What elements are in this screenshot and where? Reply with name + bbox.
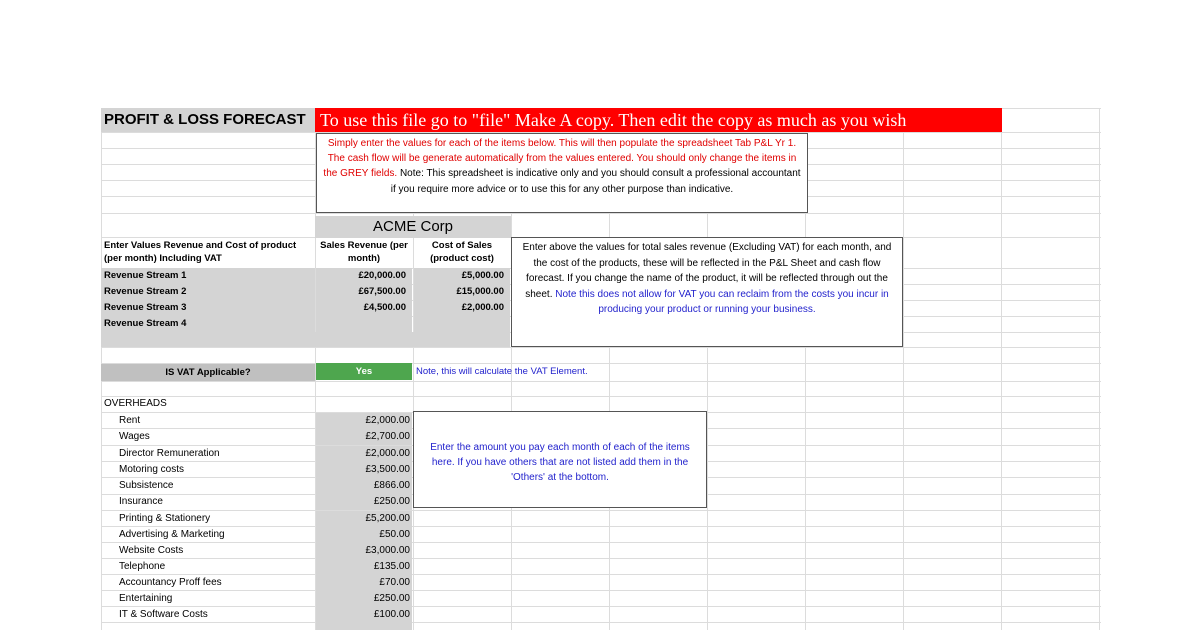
overhead-label[interactable]: Subsistence	[119, 480, 174, 491]
overhead-value[interactable]: £135.00	[316, 559, 412, 575]
overhead-value[interactable]: £3,000.00	[316, 543, 412, 559]
revenue-stream-1-name[interactable]: Revenue Stream 1	[101, 268, 315, 284]
copy-instructions-banner[interactable]: To use this file go to "file" Make A copy. Then edit the copy as much as you wish	[315, 108, 1002, 132]
overhead-label[interactable]: Accountancy Proff fees	[119, 577, 222, 588]
revenue-note-text: Enter above the values for total sales revenue (Excluding VAT) for each month, and the cost of the products, these will be reflected in the P&L Sheet and cash flow forecast. If you change the name of the product, it will be reflected through out the sheet.	[522, 242, 892, 300]
revenue-vat-note-text: Note this does not allow for VAT you can reclaim from the costs you incur in producing your product or running your business.	[555, 288, 889, 315]
vat-applicable-label[interactable]: IS VAT Applicable?	[101, 364, 315, 381]
revenue-stream-2-sales[interactable]: £67,500.00	[316, 284, 412, 300]
overhead-label[interactable]: Entertaining	[119, 593, 173, 604]
overhead-label[interactable]: IT & Software Costs	[119, 609, 208, 620]
revenue-stream-2-name[interactable]: Revenue Stream 2	[101, 284, 315, 300]
overhead-value[interactable]: £70.00	[316, 575, 412, 591]
vat-applicable-value[interactable]: Yes	[316, 363, 412, 380]
revenue-stream-3-cost[interactable]: £2,000.00	[414, 300, 510, 316]
overhead-value[interactable]: £2,700.00	[316, 429, 412, 445]
overhead-value[interactable]: £250.00	[316, 494, 412, 510]
overhead-label[interactable]: Telephone	[119, 561, 166, 572]
overhead-value[interactable]: £3,500.00	[316, 462, 412, 478]
intro-instructions-note: Note: This spreadsheet is indicative only and you should consult a professional accountant if you require more advice or to use this for any other purpose than indicative.	[390, 168, 801, 195]
overhead-label[interactable]: Motoring costs	[119, 464, 185, 475]
overhead-label[interactable]: Director Remuneration	[119, 448, 220, 459]
sheet-title[interactable]: PROFIT & LOSS FORECAST	[101, 108, 315, 132]
cost-of-sales-header[interactable]: Cost of Sales (product cost)	[430, 240, 494, 264]
overhead-value[interactable]: £50.00	[316, 527, 412, 543]
overhead-label[interactable]: Insurance	[119, 496, 163, 507]
overhead-value[interactable]: £5,200.00	[316, 511, 412, 527]
overheads-note-box[interactable]	[413, 411, 707, 508]
intro-instructions-red: Simply enter the values for each of the items below. This will then populate the spreadsheet Tab P&L Yr 1. The cash flow will be generate automatically from the values entered. You should only change the items in the GREY fields.	[323, 138, 797, 180]
revenue-stream-3-sales[interactable]: £4,500.00	[316, 300, 412, 316]
overhead-value[interactable]: £100.00	[316, 607, 412, 623]
overhead-label[interactable]: Wages	[119, 431, 150, 442]
revenue-stream-4-cost[interactable]	[414, 316, 510, 332]
vat-note[interactable]: Note, this will calculate the VAT Element.	[416, 366, 588, 377]
overhead-label[interactable]: Printing & Stationery	[119, 513, 211, 524]
revenue-section-label[interactable]: Enter Values Revenue and Cost of product (per month) Including VAT	[104, 240, 297, 264]
overheads-note-text: Enter the amount you pay each month of each of the items here. If you have others that are not listed add them in the 'Others' at the bottom.	[430, 442, 690, 483]
intro-instructions-box[interactable]	[316, 133, 808, 213]
overhead-value[interactable]: £250.00	[316, 591, 412, 607]
revenue-stream-4-name[interactable]: Revenue Stream 4	[101, 316, 315, 332]
overhead-value[interactable]: £2,000.00	[316, 413, 412, 429]
overhead-label[interactable]: Rent	[119, 415, 141, 426]
revenue-spacer-row	[101, 332, 510, 347]
overhead-label[interactable]: Advertising & Marketing	[119, 529, 225, 540]
revenue-stream-3-name[interactable]: Revenue Stream 3	[101, 300, 315, 316]
company-name-cell[interactable]: ACME Corp	[315, 216, 511, 238]
revenue-stream-4-sales[interactable]	[316, 316, 412, 332]
revenue-stream-2-cost[interactable]: £15,000.00	[414, 284, 510, 300]
revenue-stream-1-cost[interactable]: £5,000.00	[414, 268, 510, 284]
overhead-label[interactable]: Website Costs	[119, 545, 184, 556]
overhead-value[interactable]: £2,000.00	[316, 446, 412, 462]
revenue-note-box[interactable]	[511, 237, 903, 347]
revenue-stream-1-sales[interactable]: £20,000.00	[316, 268, 412, 284]
overhead-value-partial-row[interactable]	[316, 623, 412, 630]
overheads-heading[interactable]: OVERHEADS	[104, 398, 167, 409]
overhead-value[interactable]: £866.00	[316, 478, 412, 494]
sales-revenue-header[interactable]: Sales Revenue (per month)	[320, 240, 408, 264]
